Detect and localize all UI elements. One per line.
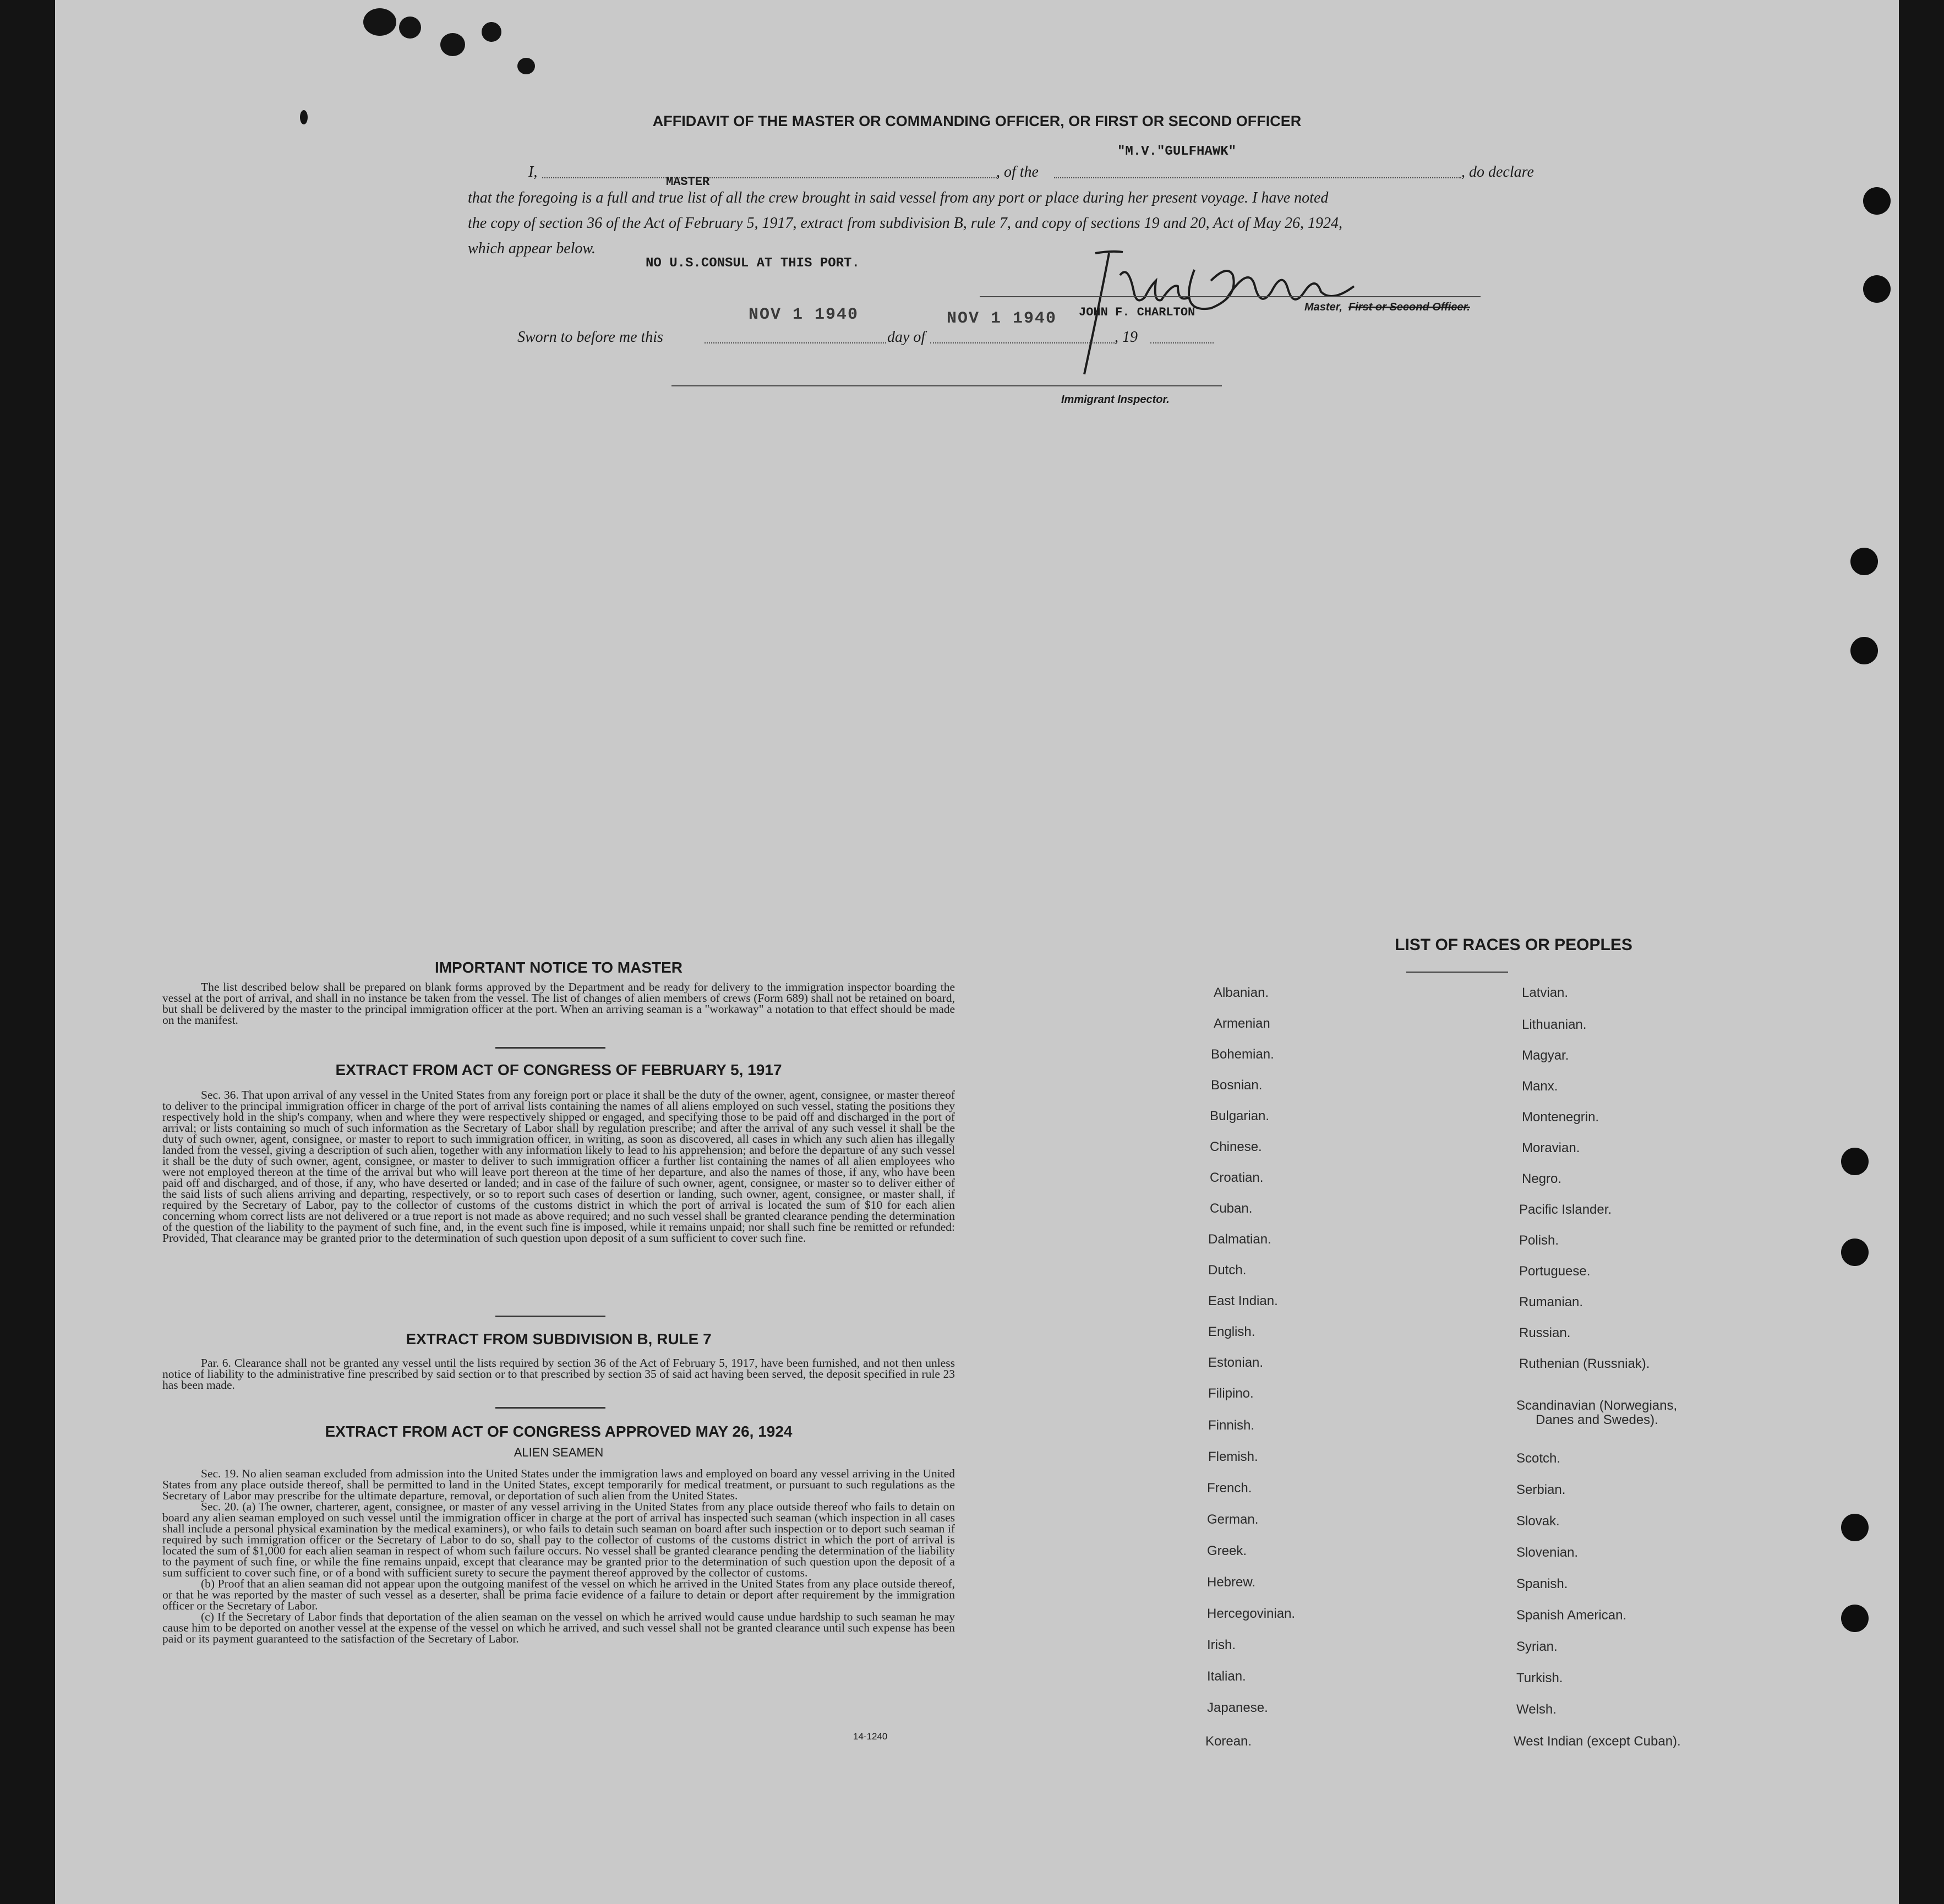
- races-title-underline: [1406, 972, 1508, 973]
- act-1924-text: Sec. 19. No alien seaman excluded from admission into the United States under the immigration laws and employed on board any vessel arriving in the United States from any place outside thereof, shall be permitted to land in the United States, except temporarily for medical treatment, or pursuant to such regulations as the Secretary of Labor may prescribe for the ultimate departure, removal, or deportation of such alien from the United States. Sec. 20. (a) The owner, charterer, agent, consignee, or master of any vessel arriving in the United States from any place outside thereof who fails to detain on board any alien seaman employed on such vessel until the immigration officer in charge at the port of arrival has inspected such seaman (which inspection in all cases shall include a personal physical examination by the medical examiners), or who fails to detain such seaman on board after such inspection or to deport such seaman if required by such immigration officer or the Secretary of Labor to do so, shall pay to the collector of customs of the customs district in which the port of arrival is located the sum of $1,000 for each alien seaman in respect of whom such failure occurs. No vessel shall be granted clearance pending the determination of the liability to the payment of such fine, or while the fine remains unpaid, except that clearance may be granted prior to the determination of such question upon the deposit of a sum sufficient to cover such fine, or of a bond with sufficient surety to secure the payment thereof approved by the collector of customs. (b) Proof that an alien seaman did not appear upon the outgoing manifest of the vessel on which he arrived in the United States from any place outside thereof, or that he was reported by the master of such vessel as a deserter, shall be prima facie evidence of a failure to detain or deport after requirement by the immigration officer or the Secretary of Labor. (c) If the Secretary of Labor finds that deportation of the alien seaman on the vessel on which he arrived would cause undue hardship to such seaman he may cause him to be deported on another vessel at the expense of the vessel on which he arrived, and such vessel shall not be granted clearance until such expense has been paid or its payment guaranteed to the satisfaction of the Secretary of Labor.: [162, 1467, 955, 1645]
- race-item: Latvian.: [1522, 985, 1569, 1000]
- race-item: Montenegrin.: [1522, 1110, 1599, 1125]
- race-item: Bulgarian.: [1210, 1109, 1270, 1123]
- race-item: Chinese.: [1210, 1139, 1262, 1154]
- race-item: Greek.: [1207, 1543, 1247, 1558]
- race-item: Russian.: [1519, 1325, 1571, 1340]
- ink-blot: [363, 8, 396, 36]
- ink-blot: [517, 58, 535, 74]
- race-item: Scotch.: [1516, 1451, 1561, 1466]
- rank-typed-text: MASTER: [666, 175, 710, 189]
- rule-7-title: EXTRACT FROM SUBDIVISION B, RULE 7: [406, 1330, 712, 1347]
- race-item: Dutch.: [1208, 1263, 1247, 1278]
- punch-hole: [1841, 1514, 1869, 1541]
- race-item: Bohemian.: [1211, 1047, 1274, 1062]
- race-item: Italian.: [1207, 1669, 1246, 1684]
- race-item: Syrian.: [1516, 1639, 1558, 1654]
- punch-hole: [1841, 1239, 1869, 1266]
- master-name-field: [542, 177, 999, 178]
- notice-text: The list described below shall be prepared on blank forms approved by the Department and be ready for delivery to the immigration inspector boarding the vessel at the port of arrival, and shall in no instance be taken from the vessel. The list of changes of alien members of crews (Form 689) shall not be retained on board, but shall be delivered by the master to the principal immigration officer at the port. When an arriving seaman is a "workaway" a notation to that effect should be made on the manifest.: [162, 980, 955, 1027]
- do-declare-label: , do declare: [1461, 163, 1534, 181]
- sworn-year-field: [1150, 342, 1214, 343]
- sworn-label: Sworn to before me this: [517, 329, 663, 346]
- day-of-label: day of: [887, 329, 926, 346]
- date-stamp-1: NOV 1 1940: [749, 305, 859, 324]
- ink-blot: [440, 33, 465, 56]
- race-item: Polish.: [1519, 1233, 1559, 1248]
- race-item: Serbian.: [1516, 1482, 1566, 1497]
- ink-blot: [399, 17, 421, 39]
- race-item: Spanish.: [1516, 1576, 1568, 1591]
- race-item: Slovenian.: [1516, 1545, 1579, 1560]
- sworn-day-field: [705, 342, 886, 343]
- race-item: Spanish American.: [1516, 1608, 1627, 1623]
- race-item: Cuban.: [1210, 1201, 1253, 1216]
- date-stamp-2: NOV 1 1940: [947, 309, 1057, 328]
- race-item: Scandinavian (Norwegians,: [1516, 1398, 1678, 1413]
- punch-hole: [1863, 275, 1891, 303]
- race-item: Bosnian.: [1211, 1078, 1263, 1093]
- affidavit-line-2: that the foregoing is a full and true list of all the crew brought in said vessel from any port or place during her present voyage. I have noted: [468, 189, 1329, 206]
- race-item: Filipino.: [1208, 1386, 1254, 1401]
- rule-7-text: Par. 6. Clearance shall not be granted any vessel until the lists required by section 36 of the Act of February 5, 1917, have been furnished, and not then unless notice of liability to the administrative fine prescribed by said section or to that prescribed by section 35 of said act having been served, the deposit specified in rule 23 has been made.: [162, 1356, 955, 1392]
- section-divider: [495, 1316, 605, 1317]
- notice-title: IMPORTANT NOTICE TO MASTER: [434, 959, 683, 976]
- punch-hole: [1841, 1148, 1869, 1175]
- race-item: Manx.: [1522, 1079, 1558, 1094]
- race-item: Moravian.: [1522, 1141, 1580, 1155]
- race-item: English.: [1208, 1324, 1255, 1339]
- punch-hole: [1841, 1605, 1869, 1632]
- race-item: Ruthenian (Russniak).: [1519, 1356, 1650, 1371]
- race-item: German.: [1207, 1512, 1259, 1527]
- section-divider: [495, 1407, 605, 1409]
- punch-hole: [1850, 637, 1878, 664]
- sworn-month-field: [930, 342, 1115, 343]
- race-item: Armenian: [1214, 1016, 1270, 1031]
- race-item: Dalmatian.: [1208, 1232, 1271, 1247]
- vessel-name-field: [1054, 177, 1461, 178]
- race-item: Pacific Islander.: [1519, 1202, 1612, 1217]
- master-name-typed: JOHN F. CHARLTON: [1079, 305, 1195, 319]
- act-1917-text: Sec. 36. That upon arrival of any vessel in the United States from any foreign port or place it shall be the duty of the owner, agent, consignee, or master thereof to deliver to the principal immigration officer in charge of the port of arrival lists containing the names of all aliens employed on such vessel, stating the positions they respectively hold in the ship's company, when and where they were respectively shipped or engaged, and specifying those to be paid off and discharged in the port of arrival; or lists containing so much of such information as the Secretary of Labor shall by regulation prescribe; and after the arrival of any such vessel it shall be the duty of such owner, agent, consignee, or master to report to such immigration officer, in writing, as soon as discovered, all cases in which any such alien has illegally landed from the vessel, giving a description of such alien, together with any information likely to lead to his apprehension; and before the departure of any such vessel it shall be the duty of such owner, agent, consignee, or master to deliver to such immigration officer a further list containing the names of all alien employees who were not employed thereon at the time of the arrival but who will leave port thereon at the time of her departure, and also the names of those, if any, who have been paid off and discharged, and of those, if any, who have deserted or landed; and in case of the failure of such owner, agent, consignee, or master so to deliver either of the said lists of such aliens arriving and departing, respectively, or so to report such cases of desertion or landing, such owner, agent, consignee, or master shall, if required by the Secretary of Labor, pay to the collector of customs of the customs district in which the port of arrival is located the sum of $10 for each alien concerning whom correct lists are not delivered or a true report is not made as above required; and no such vessel shall be granted clearance pending the determination of the question of the liability to the payment of such fine, and, in the event such fine is imposed, while it remains unpaid; nor shall such fine be remitted or refunded: Provided, That clearance may be granted prior to the determination of such question upon deposit of a sum sufficient to cover such fine.: [162, 1088, 955, 1245]
- act-1917-title: EXTRACT FROM ACT OF CONGRESS OF FEBRUARY 5, 1917: [335, 1061, 782, 1078]
- year-label: , 19: [1115, 329, 1138, 346]
- affidavit-line-3: the copy of section 36 of the Act of February 5, 1917, extract from subdivision B, rule 7, and copy of sections 19 and 20, Act of May 26, 1924,: [468, 215, 1343, 232]
- act-1924-subtitle: ALIEN SEAMEN: [514, 1445, 604, 1459]
- race-item: Flemish.: [1208, 1449, 1258, 1464]
- act-1924-title: EXTRACT FROM ACT OF CONGRESS APPROVED MAY 26, 1924: [325, 1423, 793, 1440]
- affidavit-title: AFFIDAVIT OF THE MASTER OR COMMANDING OFFICER, OR FIRST OR SECOND OFFICER: [652, 113, 1302, 129]
- race-item: Hebrew.: [1207, 1575, 1256, 1590]
- race-item: Welsh.: [1516, 1702, 1557, 1717]
- race-item: Turkish.: [1516, 1671, 1563, 1685]
- vessel-typed-text: "M.V."GULFHAWK": [1117, 144, 1237, 159]
- race-item: Albanian.: [1214, 985, 1269, 1000]
- affidavit-i-label: I,: [528, 163, 538, 181]
- consul-note: NO U.S.CONSUL AT THIS PORT.: [646, 256, 860, 271]
- race-item: East Indian.: [1208, 1294, 1278, 1308]
- master-label: Master,: [1304, 301, 1342, 313]
- race-item: Irish.: [1207, 1638, 1236, 1652]
- race-item: French.: [1207, 1481, 1252, 1496]
- race-item: Korean.: [1205, 1734, 1252, 1749]
- race-item: Slovak.: [1516, 1514, 1560, 1529]
- race-item: Danes and Swedes).: [1536, 1412, 1658, 1427]
- race-item: Japanese.: [1207, 1700, 1268, 1715]
- race-item: West Indian (except Cuban).: [1514, 1734, 1681, 1749]
- race-item: Negro.: [1522, 1171, 1562, 1186]
- section-divider: [495, 1047, 605, 1049]
- race-item: Rumanian.: [1519, 1295, 1583, 1310]
- punch-hole: [1863, 187, 1891, 215]
- of-the-label: , of the: [996, 163, 1039, 181]
- form-number: 14-1240: [853, 1731, 888, 1742]
- struck-officer-label: First or Second Officer.: [1348, 301, 1470, 313]
- race-item: Magyar.: [1522, 1048, 1569, 1063]
- race-item: Portuguese.: [1519, 1264, 1591, 1279]
- race-item: Lithuanian.: [1522, 1017, 1587, 1032]
- race-item: Finnish.: [1208, 1418, 1255, 1433]
- race-item: Croatian.: [1210, 1170, 1264, 1185]
- punch-hole: [1850, 548, 1878, 575]
- inspector-label: Immigrant Inspector.: [1061, 394, 1170, 406]
- ink-blot: [482, 22, 501, 42]
- inspector-signature-line: [671, 385, 1222, 386]
- affidavit-line-4: which appear below.: [468, 240, 596, 257]
- races-title: LIST OF RACES OR PEOPLES: [1395, 936, 1632, 954]
- race-item: Hercegovinian.: [1207, 1606, 1296, 1621]
- race-item: Estonian.: [1208, 1355, 1264, 1370]
- signature-line: [980, 296, 1481, 297]
- document-page: [55, 0, 1899, 1904]
